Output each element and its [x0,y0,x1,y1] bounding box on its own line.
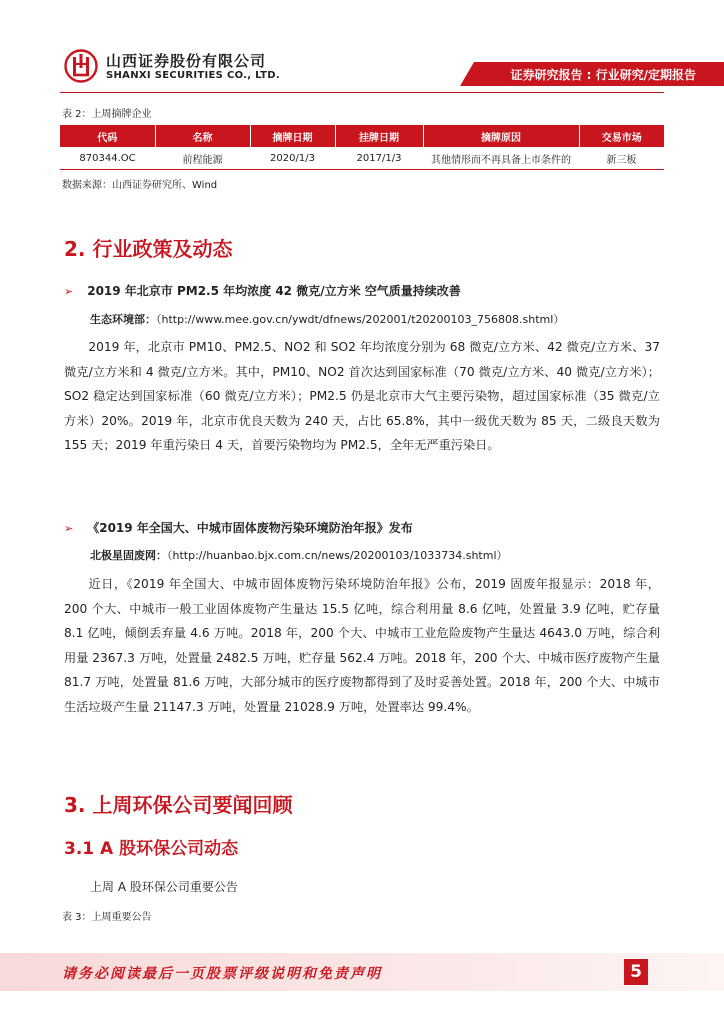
table-cell: 2017/1/3 [335,147,423,170]
table-header-cell: 挂牌日期 [335,125,423,147]
table-header-row [60,125,664,147]
header-divider [60,92,664,93]
section3-1-heading: 3.1 A 股环保公司动态 [64,839,239,859]
arrow-bullet-icon: ➢ [64,285,74,298]
delisted-companies-table [60,125,664,170]
table-cell: 新三板 [579,147,664,170]
news1-source [90,311,564,327]
table-cell: 2020/1/3 [250,147,335,170]
news1-body: 2019 年，北京市 PM10、PM2.5、NO2 和 SO2 年均浓度分别为 68 微克/立方米、42 微克/立方米、37 微克/立方米和 4 微克/立方米。其中，PM10、NO2 首次达到国家标准（70 微克/立方米、40 微克/立方米）；SO2 稳定达到国家标准（60 微克/立方米）；PM2.5 仍是北京市大气主要污染物，超过国家标准（35 微克/立方米）20%。2019 年，北京市优良天数为 240 天，占比 65.8%，其中一级优天数为 85 天，二级良天数为 155 天；2019 年重污染日 4 天，首要污染物均为 PM2.5，全年无严重污染日。 [64,340,660,453]
news2-title-text: 《2019 年全国大、中城市固体废物污染环境防治年报》发布 [87,521,413,535]
news1-source-label: 生态环境部： [90,313,156,326]
news2-source [90,547,508,563]
table-cell: 870344.OC [60,147,155,170]
table2-source-note: 数据来源：山西证券研究所、Wind [62,180,218,191]
table3-caption: 表 3：上周重要公告 [62,912,152,923]
news2-source-label: 北极星固废网： [90,549,167,562]
news1-title [64,282,461,299]
table-header-cell: 摘牌原因 [423,125,579,147]
page-number: 5 [624,959,648,985]
footer-disclaimer: 请务必阅读最后一页股票评级说明和免责声明 [62,966,382,982]
company-name-cn: 山西证券股份有限公司 [106,52,267,70]
company-name-en: SHANXI SECURITIES CO., LTD. [106,70,280,81]
table-cell: 其他情形而不再具备上市条件的 [423,147,579,170]
news2-source-url[interactable]: （http://huanbao.bjx.com.cn/news/20200103/1033734.shtml） [167,549,508,562]
report-type-banner [460,62,724,86]
section3-1-intro: 上周 A 股环保公司重要公告 [90,880,238,894]
table-header-cell: 名称 [155,125,250,147]
section2-heading: 2. 行业政策及动态 [64,237,233,261]
footer-disclaimer-band [0,953,724,991]
table-header-cell: 交易市场 [579,125,664,147]
report-type-label: 证券研究报告 : 行业研究/定期报告 [510,68,696,82]
section3-heading: 3. 上周环保公司要闻回顾 [64,793,293,817]
table-row [60,147,664,170]
news1-source-url[interactable]: （http://www.mee.gov.cn/ywdt/dfnews/202001/t20200103_756808.shtml） [156,313,565,326]
table-header-cell: 代码 [60,125,155,147]
news2-title [64,519,413,536]
table-header-cell: 摘牌日期 [250,125,335,147]
table-cell: 前程能源 [155,147,250,170]
company-logo-icon [64,49,98,83]
table2-caption: 表 2：上周摘牌企业 [62,109,152,120]
news1-title-text: 2019 年北京市 PM2.5 年均浓度 42 微克/立方米 空气质量持续改善 [87,284,461,298]
arrow-bullet-icon: ➢ [64,522,74,535]
news2-body: 近日，《2019 年全国大、中城市固体废物污染环境防治年报》公布，2019 固废年报显示：2018 年，200 个大、中城市一般工业固体废物产生量达 15.5 亿吨，综合利用量 8.6 亿吨，处置量 3.9 亿吨，贮存量 8.1 亿吨，倾倒丢弃量 4.6 万吨。2018 年，200 个大、中城市工业危险废物产生量达 4643.0 万吨，综合利用量 2367.3 万吨，处置量 2482.5 万吨，贮存量 562.4 万吨。2018 年，200 个大、中城市医疗废物产生量 81.7 万吨，处置量 81.6 万吨，大部分城市的医疗废物都得到了及时妥善处置。2018 年，200 个大、中城市生活垃圾产生量 21147.3 万吨，处置量 21028.9 万吨，处置率达 99.4%。 [64,577,660,714]
